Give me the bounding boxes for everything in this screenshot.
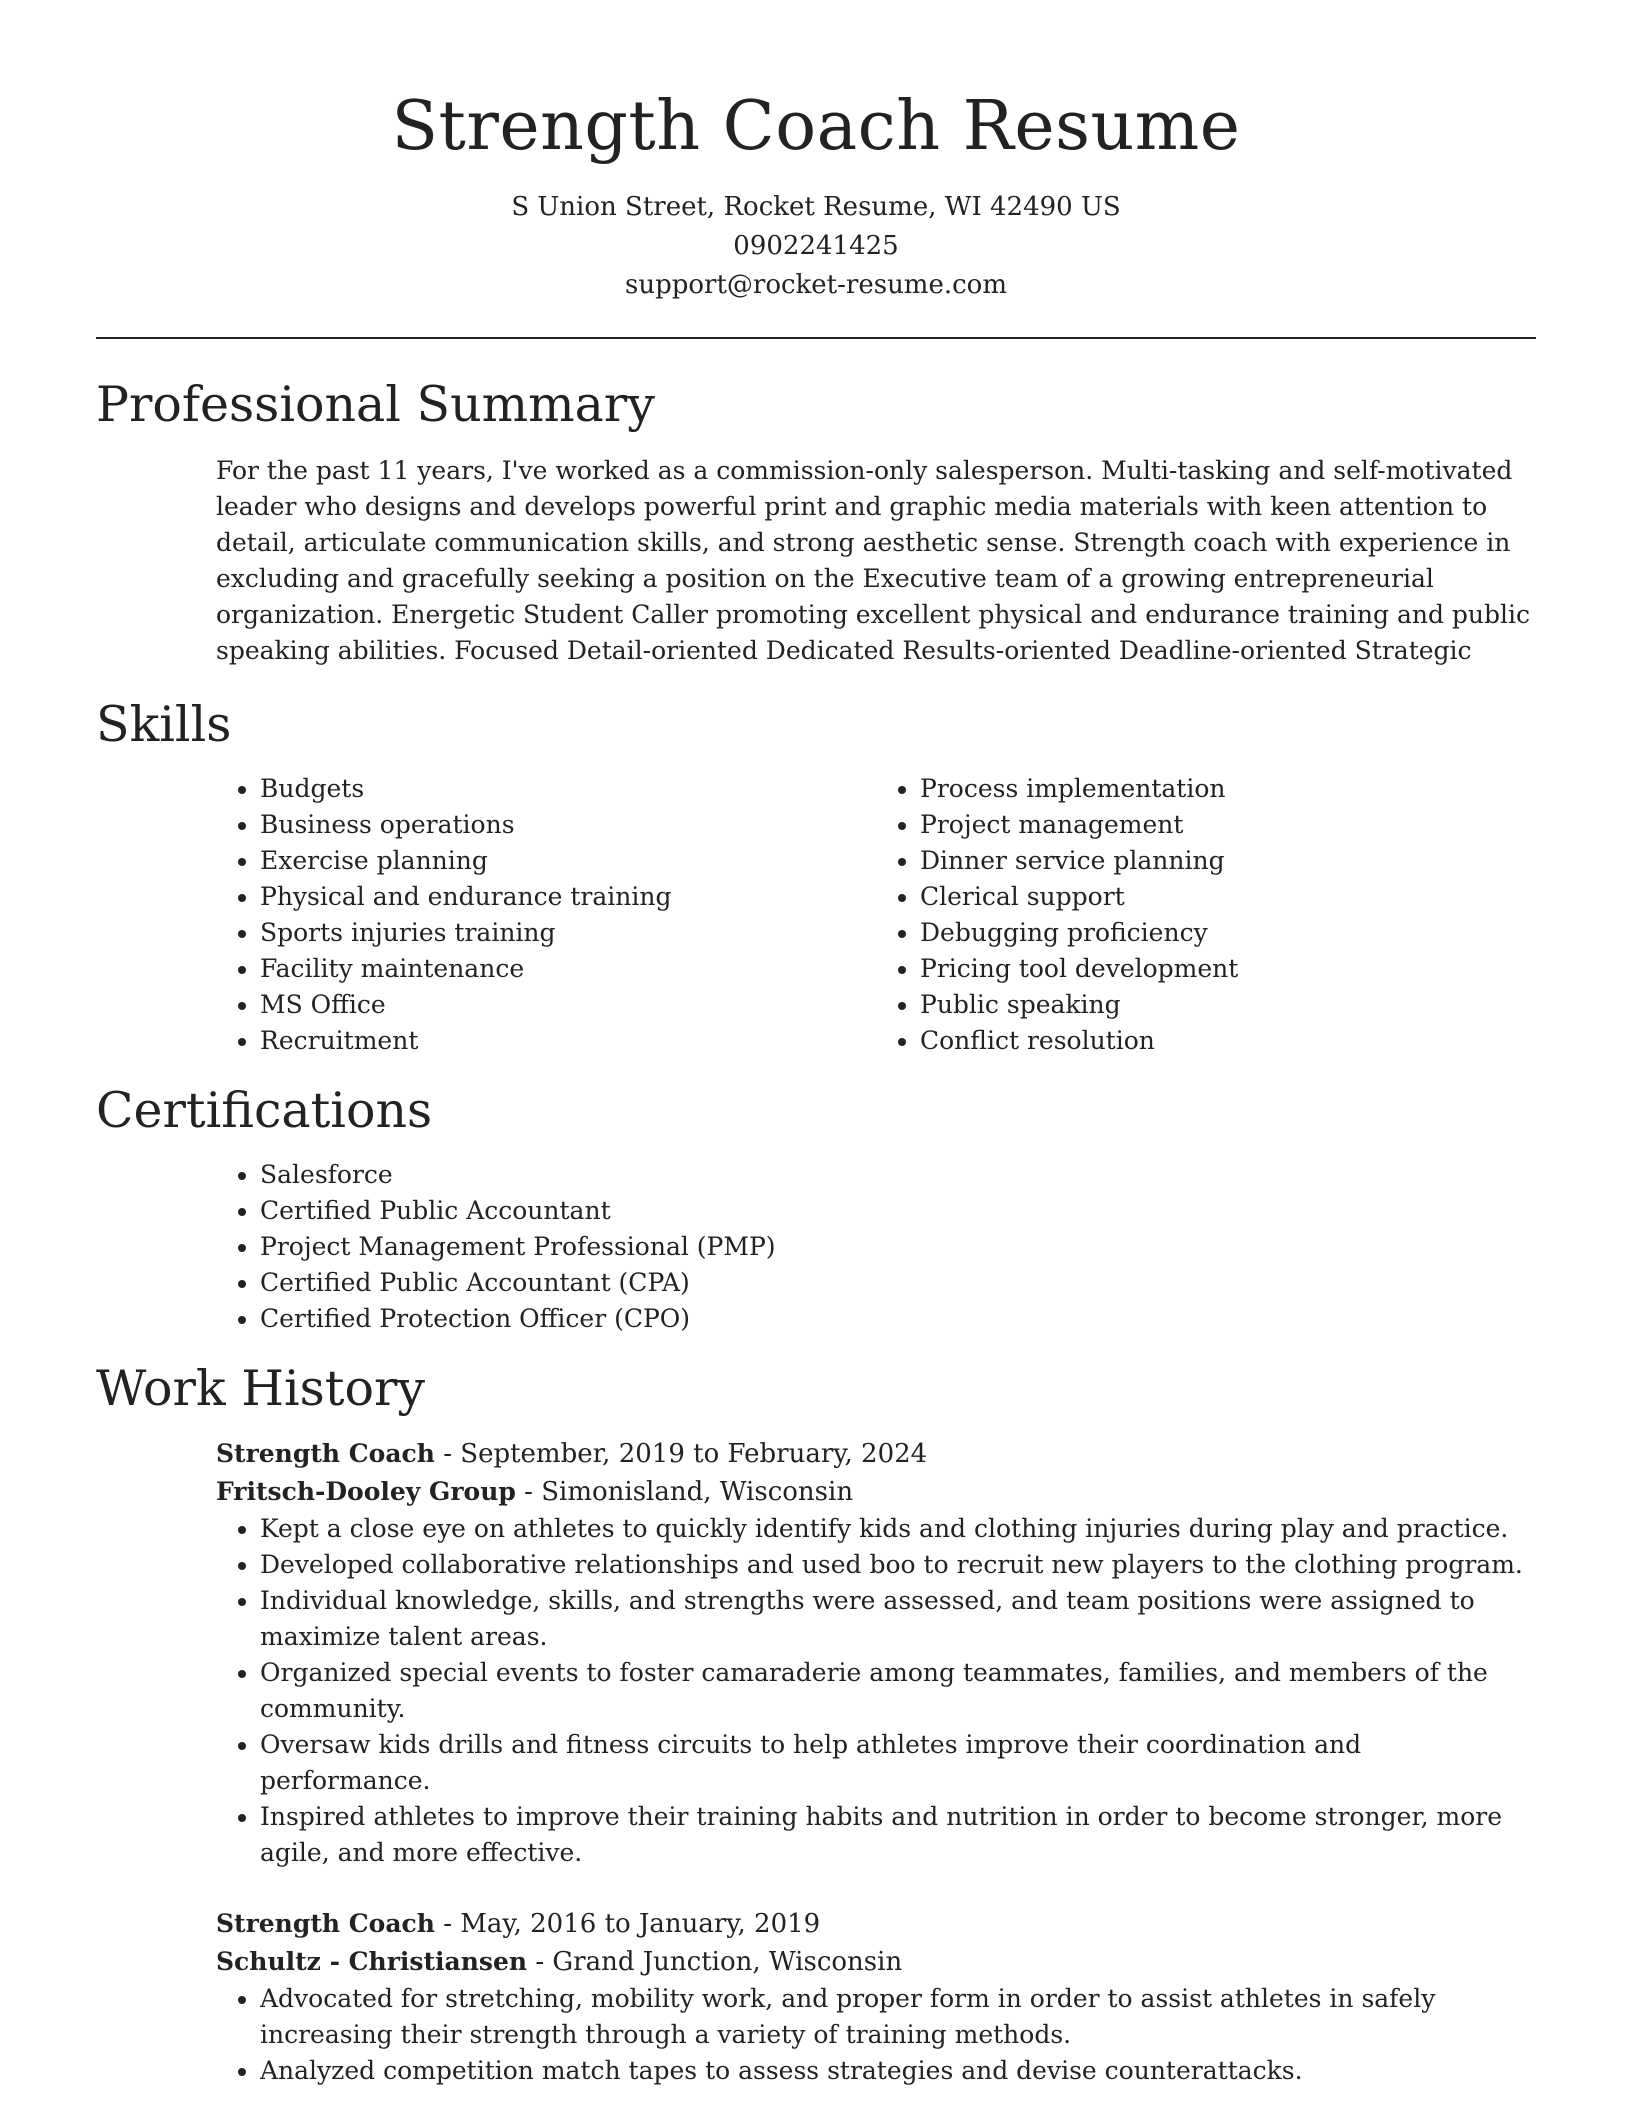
skill-item: • Physical and endurance training [260, 879, 876, 915]
job-entry [216, 1905, 1536, 2089]
skill-item: • Debugging proficiency [920, 915, 1536, 951]
job-location: - Simonisland, Wisconsin [515, 1477, 854, 1507]
job-company: Schultz - Christiansen [216, 1947, 528, 1976]
certification-item: • Project Management Professional (PMP) [260, 1229, 1536, 1265]
skill-item: • Exercise planning [260, 843, 876, 879]
skill-item: • Recruitment [260, 1023, 876, 1059]
address: S Union Street, Rocket Resume, WI 42490 US [511, 192, 1121, 222]
job-location: - Grand Junction, Wisconsin [527, 1947, 903, 1977]
certification-item: • Salesforce [260, 1157, 1536, 1193]
work-history-heading: Work History [96, 1360, 426, 1417]
certification-item: • Certified Protection Officer (CPO) [260, 1301, 1536, 1337]
certifications-heading: Certifications [96, 1082, 433, 1139]
certification-item: • Certified Public Accountant [260, 1193, 1536, 1229]
skill-item: • Project management [920, 807, 1536, 843]
contact-block [96, 188, 1536, 305]
job-title-line [216, 1905, 1536, 1943]
summary-text: For the past 11 years, I've worked as a commission-only salesperson. Multi-tasking and self-motivated leader who designs and develops powerful print and graphic media materials with keen attention to detail, articulate communication skills, and strong aesthetic sense. Strength coach with experience in excluding and gracefully seeking a position on the Executive team of a growing entrepreneurial organization. Energetic Student Caller promoting excellent physical and endurance training and public speaking abilities. Focused Detail-oriented Dedicated Results-oriented Deadline-oriented Strategic [216, 456, 1531, 665]
skills-heading: Skills [96, 696, 232, 753]
phone: 0902241425 [733, 231, 899, 261]
skill-item: • Clerical support [920, 879, 1536, 915]
job-dates: - May, 2016 to January, 2019 [434, 1909, 821, 1939]
certifications-list [216, 1157, 1536, 1337]
header-divider [96, 337, 1536, 339]
job-company-line [216, 1943, 1536, 1981]
responsibility-item: • Inspired athletes to improve their training habits and nutrition in order to become stronger, more agile, and more effective. [260, 1799, 1536, 1871]
resume-header [96, 0, 1536, 305]
job-company-line [216, 1473, 1536, 1511]
responsibility-item: • Organized special events to foster camaraderie among teammates, families, and members of the community. [260, 1655, 1536, 1727]
skills-column-right [876, 771, 1536, 1059]
job-entry [216, 1435, 1536, 1871]
job-responsibilities [216, 1511, 1536, 1871]
skill-item: • Public speaking [920, 987, 1536, 1023]
skill-item: • Facility maintenance [260, 951, 876, 987]
job-role: Strength Coach [216, 1439, 435, 1468]
job-responsibilities [216, 1981, 1536, 2089]
responsibility-item: • Advocated for stretching, mobility work, and proper form in order to assist athletes in safely increasing their strength through a variety of training methods. [260, 1981, 1536, 2053]
job-dates: - September, 2019 to February, 2024 [434, 1439, 928, 1469]
resume-page [96, 0, 1536, 2089]
responsibility-item: • Individual knowledge, skills, and strengths were assessed, and team positions were assigned to maximize talent areas. [260, 1583, 1536, 1655]
responsibility-item: • Analyzed competition match tapes to assess strategies and devise counterattacks. [260, 2053, 1536, 2089]
skill-item: • MS Office [260, 987, 876, 1023]
skill-item: • Budgets [260, 771, 876, 807]
skill-item: • Business operations [260, 807, 876, 843]
resume-title: Strength Coach Resume [391, 87, 1241, 166]
certification-item: • Certified Public Accountant (CPA) [260, 1265, 1536, 1301]
skills-list [216, 771, 1536, 1059]
skill-item: • Conflict resolution [920, 1023, 1536, 1059]
job-company: Fritsch-Dooley Group [216, 1477, 516, 1506]
skill-item: • Pricing tool development [920, 951, 1536, 987]
summary-heading: Professional Summary [96, 376, 655, 433]
responsibility-item: • Developed collaborative relationships and used boo to recruit new players to the clothing program. [260, 1547, 1536, 1583]
skill-item: • Process implementation [920, 771, 1536, 807]
job-title-line [216, 1435, 1536, 1473]
job-role: Strength Coach [216, 1909, 435, 1938]
responsibility-item: • Oversaw kids drills and fitness circuits to help athletes improve their coordination and performance. [260, 1727, 1536, 1799]
skills-column-left [216, 771, 876, 1059]
skill-item: • Sports injuries training [260, 915, 876, 951]
skill-item: • Dinner service planning [920, 843, 1536, 879]
responsibility-item: • Kept a close eye on athletes to quickly identify kids and clothing injuries during play and practice. [260, 1511, 1536, 1547]
email: support@rocket-resume.com [624, 270, 1007, 300]
